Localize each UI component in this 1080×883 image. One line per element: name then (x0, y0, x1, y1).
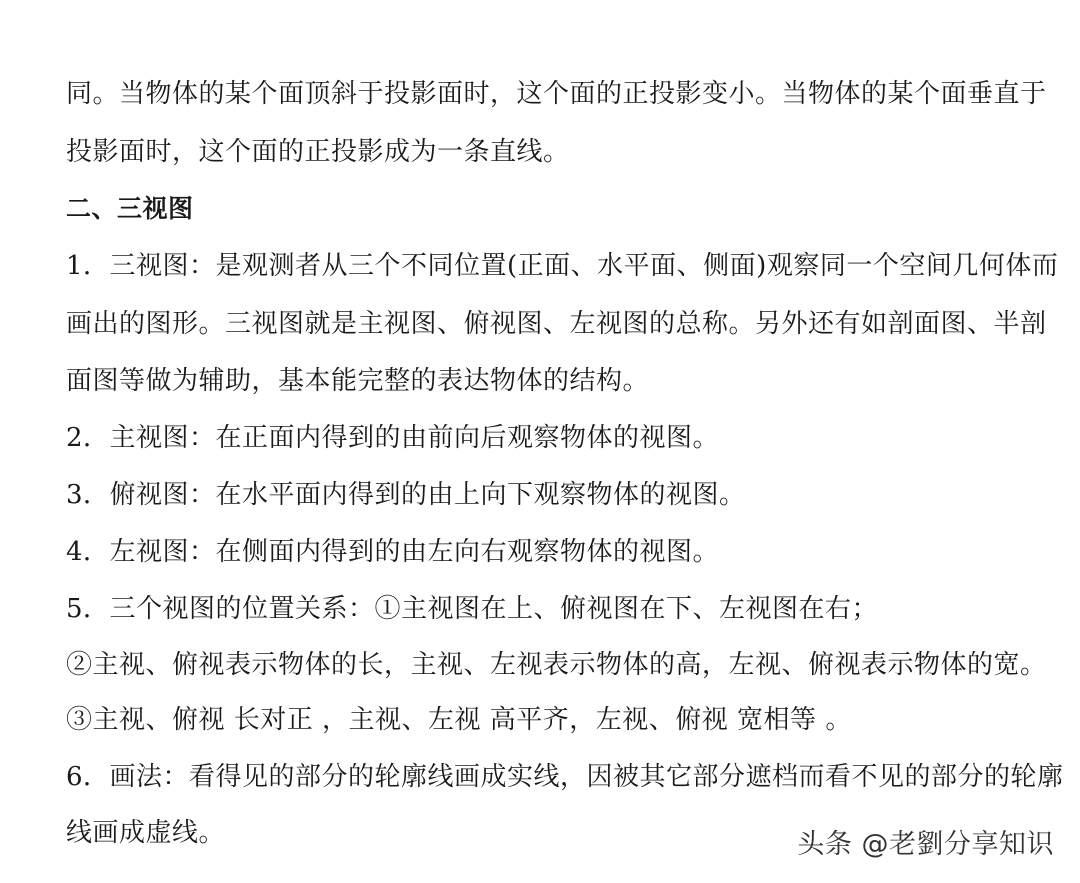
item-5-line-1: 5．三个视图的位置关系：①主视图在上、俯视图在下、左视图在右； (66, 594, 879, 624)
item-1-line-2: 画出的图形。三视图就是主视图、俯视图、左视图的总称。另外还有如剖面图、半剖 (66, 309, 1047, 339)
item-5-line-2: ②主视、俯视表示物体的长，主视、左视表示物体的高，左视、俯视表示物体的宽。 (66, 650, 1047, 680)
paragraph-line-1: 同。当物体的某个面顶斜于投影面时，这个面的正投影变小。当物体的某个面垂直于 (66, 79, 1047, 109)
paragraph-line-2: 投影面时，这个面的正投影成为一条直线。 (66, 137, 570, 167)
section-heading: 二、三视图 (66, 194, 194, 223)
item-3: 3．俯视图：在水平面内得到的由上向下观察物体的视图。 (66, 480, 746, 510)
item-6-line-1: 6．画法：看得见的部分的轮廓线画成实线，因被其它部分遮档而看不见的部分的轮廓 (66, 762, 1064, 792)
watermark: 头条 @老劉分享知识 (797, 829, 1054, 860)
item-2: 2．主视图：在正面内得到的由前向后观察物体的视图。 (66, 423, 720, 453)
item-1-line-3: 面图等做为辅助，基本能完整的表达物体的结构。 (66, 366, 650, 396)
item-4: 4．左视图：在侧面内得到的由左向右观察物体的视图。 (66, 537, 720, 567)
item-1-line-1: 1．三视图：是观测者从三个不同位置(正面、水平面、侧面)观察同一个空间几何体而 (66, 251, 1059, 281)
item-6-line-2: 线画成虚线。 (66, 818, 226, 848)
item-5-line-3: ③主视、俯视 长对正 ，主视、左视 高平齐，左视、俯视 宽相等 。 (66, 705, 852, 735)
